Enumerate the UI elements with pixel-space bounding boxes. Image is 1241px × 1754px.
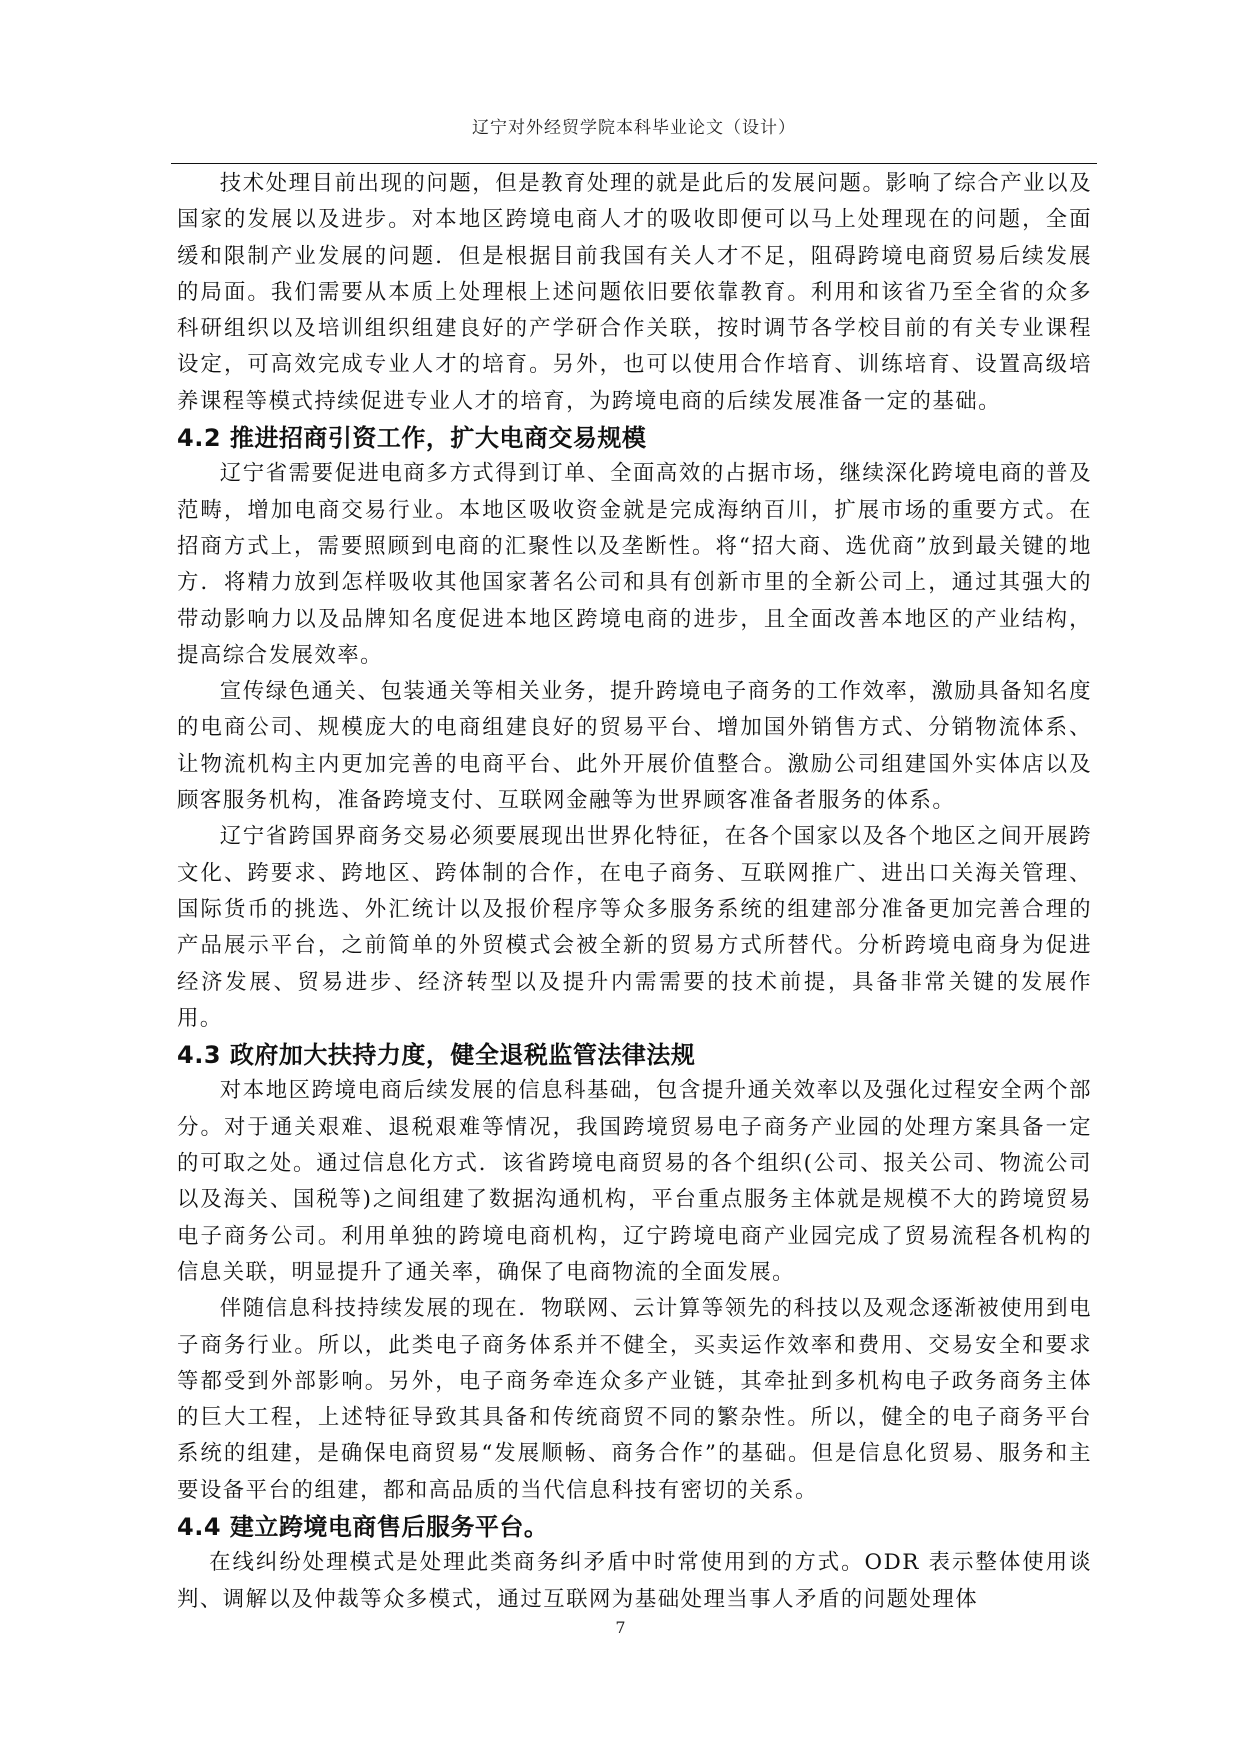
paragraph: 伴随信息科技持续发展的现在．物联网、云计算等领先的科技以及观念逐渐被使用到电子商务行业。所以，此类电子商务体系并不健全，买卖运作效率和费用、交易安全和要求等都受到外部影响。另外，电子商务牵连众多产业链，其牵扯到多机构电子政务商务主体的巨大工程，上述特征导致其具备和传统商贸不同的繁杂性。所以，健全的电子商务平台系统的组建，是确保电商贸易“发展顺畅、商务合作”的基础。但是信息化贸易、服务和主要设备平台的组建，都和高品质的当代信息科技有密切的关系。 — [177, 1296, 1092, 1503]
paragraph: 辽宁省跨国界商务交易必须要展现出世界化特征，在各个国家以及各个地区之间开展跨文化、跨要求、跨地区、跨体制的合作，在电子商务、互联网推广、进出口关海关管理、国际货币的挑选、外汇统计以及报价程序等众多服务系统的组建部分准备更加完善合理的产品展示平台，之前简单的外贸模式会被全新的贸易方式所替代。分析跨境电商身为促进经济发展、贸易进步、经济转型以及提升内需需要的技术前提，具备非常关键的发展作用。 — [177, 824, 1092, 1031]
paragraph: 技术处理目前出现的问题，但是教育处理的就是此后的发展问题。影响了综合产业以及国家的发展以及进步。对本地区跨境电商人才的吸收即便可以马上处理现在的问题，全面缓和限制产业发展的问题．但是根据目前我国有关人才不足，阻碍跨境电商贸易后续发展的局面。我们需要从本质上处理根上述问题依旧要依靠教育。利用和该省乃至全省的众多科研组织以及培训组织组建良好的产学研合作关联，按时调节各学校目前的有关专业课程设定，可高效完成专业人才的培育。另外，也可以使用合作培育、训练培育、设置高级培养课程等模式持续促进专业人才的培育，为跨境电商的后续发展准备一定的基础。 — [177, 171, 1092, 414]
running-header: 辽宁对外经贸学院本科毕业论文（设计） — [472, 118, 796, 138]
body-text — [177, 166, 1092, 1618]
page-number: 7 — [615, 1618, 626, 1637]
paragraph: 在线纠纷处理模式是处理此类商务纠矛盾中时常使用到的方式。ODR 表示整体使用谈判、调解以及仲裁等众多模式，通过互联网为基础处理当事人矛盾的问题处理体 — [177, 1550, 1092, 1612]
paragraph: 宣传绿色通关、包装通关等相关业务，提升跨境电子商务的工作效率，激励具备知名度的电商公司、规模庞大的电商组建良好的贸易平台、增加国外销售方式、分销物流体系、让物流机构主内更加完善的电商平台、此外开展价值整合。激励公司组建国外实体店以及顾客服务机构，准备跨境支付、互联网金融等为世界顾客准备者服务的体系。 — [177, 679, 1092, 814]
paragraph: 对本地区跨境电商后续发展的信息科基础，包含提升通关效率以及强化过程安全两个部分。对于通关艰难、退税艰难等情况，我国跨境贸易电子商务产业园的处理方案具备一定的可取之处。通过信息化方式．该省跨境电商贸易的各个组织(公司、报关公司、物流公司以及海关、国税等)之间组建了数据沟通机构，平台重点服务主体就是规模不大的跨境贸易电子商务公司。利用单独的跨境电商机构，辽宁跨境电商产业园完成了贸易流程各机构的信息关联，明显提升了通关率，确保了电商物流的全面发展。 — [177, 1078, 1092, 1285]
section-heading-4-4: 4.4 建立跨境电商售后服务平台。 — [177, 1512, 549, 1541]
section-heading-4-3: 4.3 政府加大扶持力度，健全退税监管法律法规 — [177, 1041, 696, 1070]
section-heading-4-2: 4.2 推进招商引资工作，扩大电商交易规模 — [177, 424, 647, 453]
header-rule — [171, 163, 1097, 164]
paragraph: 辽宁省需要促进电商多方式得到订单、全面高效的占据市场，继续深化跨境电商的普及范畴，增加电商交易行业。本地区吸收资金就是完成海纳百川，扩展市场的重要方式。在招商方式上，需要照顾到电商的汇聚性以及垄断性。将“招大商、选优商”放到最关键的地方．将精力放到怎样吸收其他国家著名公司和具有创新市里的全新公司上，通过其强大的带动影响力以及品牌知名度促进本地区跨境电商的进步，且全面改善本地区的产业结构，提高综合发展效率。 — [177, 461, 1092, 668]
